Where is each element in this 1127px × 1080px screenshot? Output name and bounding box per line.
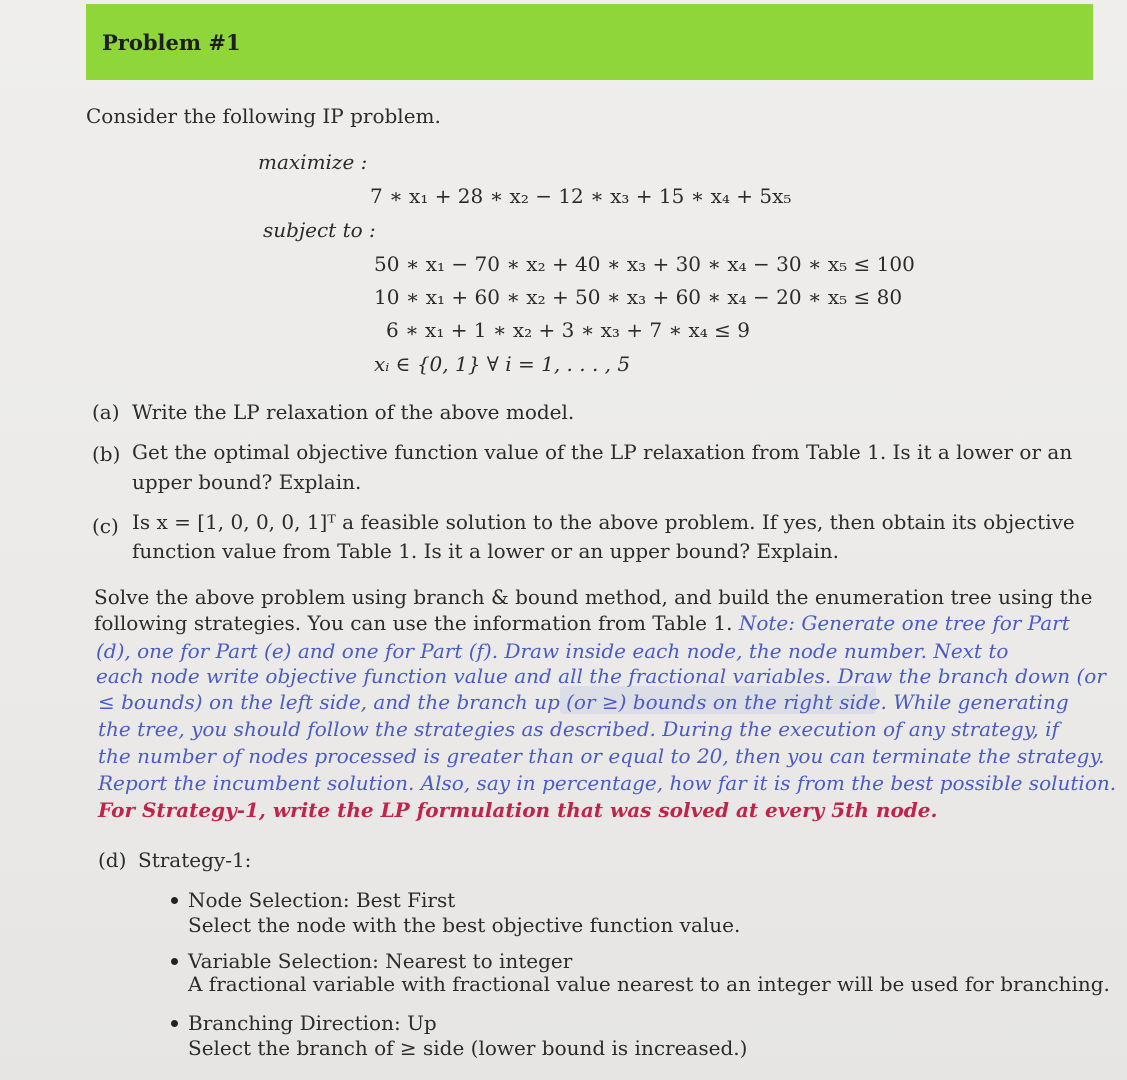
- solve-line2: [94, 611, 1070, 635]
- part-d-label: (d): [98, 848, 127, 872]
- note-line-3: ≤ bounds) on the left side, and the branch up (or ≥) bounds on the right side. While generating: [98, 690, 1069, 714]
- strategy-title: Strategy-1:: [138, 848, 252, 872]
- constraint-2: 10 ∗ x₁ + 60 ∗ x₂ + 50 ∗ x₃ + 60 ∗ x₄ − 20 ∗ x₅ ≤ 80: [374, 285, 903, 309]
- node-selection-desc: Select the node with the best objective function value.: [188, 913, 741, 937]
- variable-selection-desc: A fractional variable with fractional value nearest to an integer will be used for branching.: [188, 972, 1110, 996]
- note-line-2: each node write objective function value and all the fractional variables. Draw the branch down (or: [96, 664, 1106, 688]
- binary-domain: xᵢ ∈ {0, 1} ∀ i = 1, . . . , 5: [374, 352, 631, 376]
- part-a-label: (a): [92, 400, 120, 424]
- solve-line2-plain: following strategies. You can use the information from Table 1.: [94, 611, 739, 635]
- node-selection-head: Node Selection: Best First: [188, 888, 456, 912]
- note-line-5: the number of nodes processed is greater than or equal to 20, then you can terminate the strategy.: [98, 744, 1105, 768]
- maximize-label: maximize :: [258, 150, 368, 174]
- note-line-6: Report the incumbent solution. Also, say in percentage, how far it is from the best possible solution.: [98, 771, 1117, 795]
- part-c-line2: function value from Table 1. Is it a lower or an upper bound? Explain.: [132, 539, 840, 563]
- problem-banner: [86, 4, 1093, 80]
- objective-function: 7 ∗ x₁ + 28 ∗ x₂ − 12 ∗ x₃ + 15 ∗ x₄ + 5x₅: [370, 184, 792, 208]
- solve-line1: Solve the above problem using branch & bound method, and build the enumeration tree using the: [94, 585, 1093, 609]
- constraint-1: 50 ∗ x₁ − 70 ∗ x₂ + 40 ∗ x₃ + 30 ∗ x₄ − 30 ∗ x₅ ≤ 100: [374, 252, 915, 276]
- strategy-1-instruction: For Strategy-1, write the LP formulation that was solved at every 5th node.: [98, 798, 938, 822]
- part-c-line1: Is x = [1, 0, 0, 0, 1]ᵀ a feasible solution to the above problem. If yes, then obtain its objective: [132, 510, 1075, 534]
- part-b-label: (b): [92, 442, 121, 466]
- bullet-icon: [171, 897, 178, 904]
- branching-direction-desc: Select the branch of ≥ side (lower bound is increased.): [188, 1036, 748, 1060]
- bullet-icon: [171, 958, 178, 965]
- problem-title: Problem #1: [102, 30, 241, 55]
- note-line-4: the tree, you should follow the strategies as described. During the execution of any strategy, if: [98, 717, 1059, 741]
- part-c-label: (c): [92, 514, 119, 538]
- variable-selection-head: Variable Selection: Nearest to integer: [188, 949, 573, 973]
- part-a-text: Write the LP relaxation of the above model.: [132, 400, 575, 424]
- part-b-line2: upper bound? Explain.: [132, 470, 362, 494]
- solve-note-start: Note: Generate one tree for Part: [738, 611, 1070, 635]
- note-line-1: (d), one for Part (e) and one for Part (f). Draw inside each node, the node number. Next to: [96, 639, 1009, 663]
- constraint-3: 6 ∗ x₁ + 1 ∗ x₂ + 3 ∗ x₃ + 7 ∗ x₄ ≤ 9: [386, 318, 750, 342]
- intro-text: Consider the following IP problem.: [86, 104, 441, 128]
- part-b-line1: Get the optimal objective function value of the LP relaxation from Table 1. Is it a lower or an: [132, 440, 1073, 464]
- branching-direction-head: Branching Direction: Up: [188, 1011, 437, 1035]
- subject-to-label: subject to :: [263, 218, 376, 242]
- bullet-icon: [171, 1020, 178, 1027]
